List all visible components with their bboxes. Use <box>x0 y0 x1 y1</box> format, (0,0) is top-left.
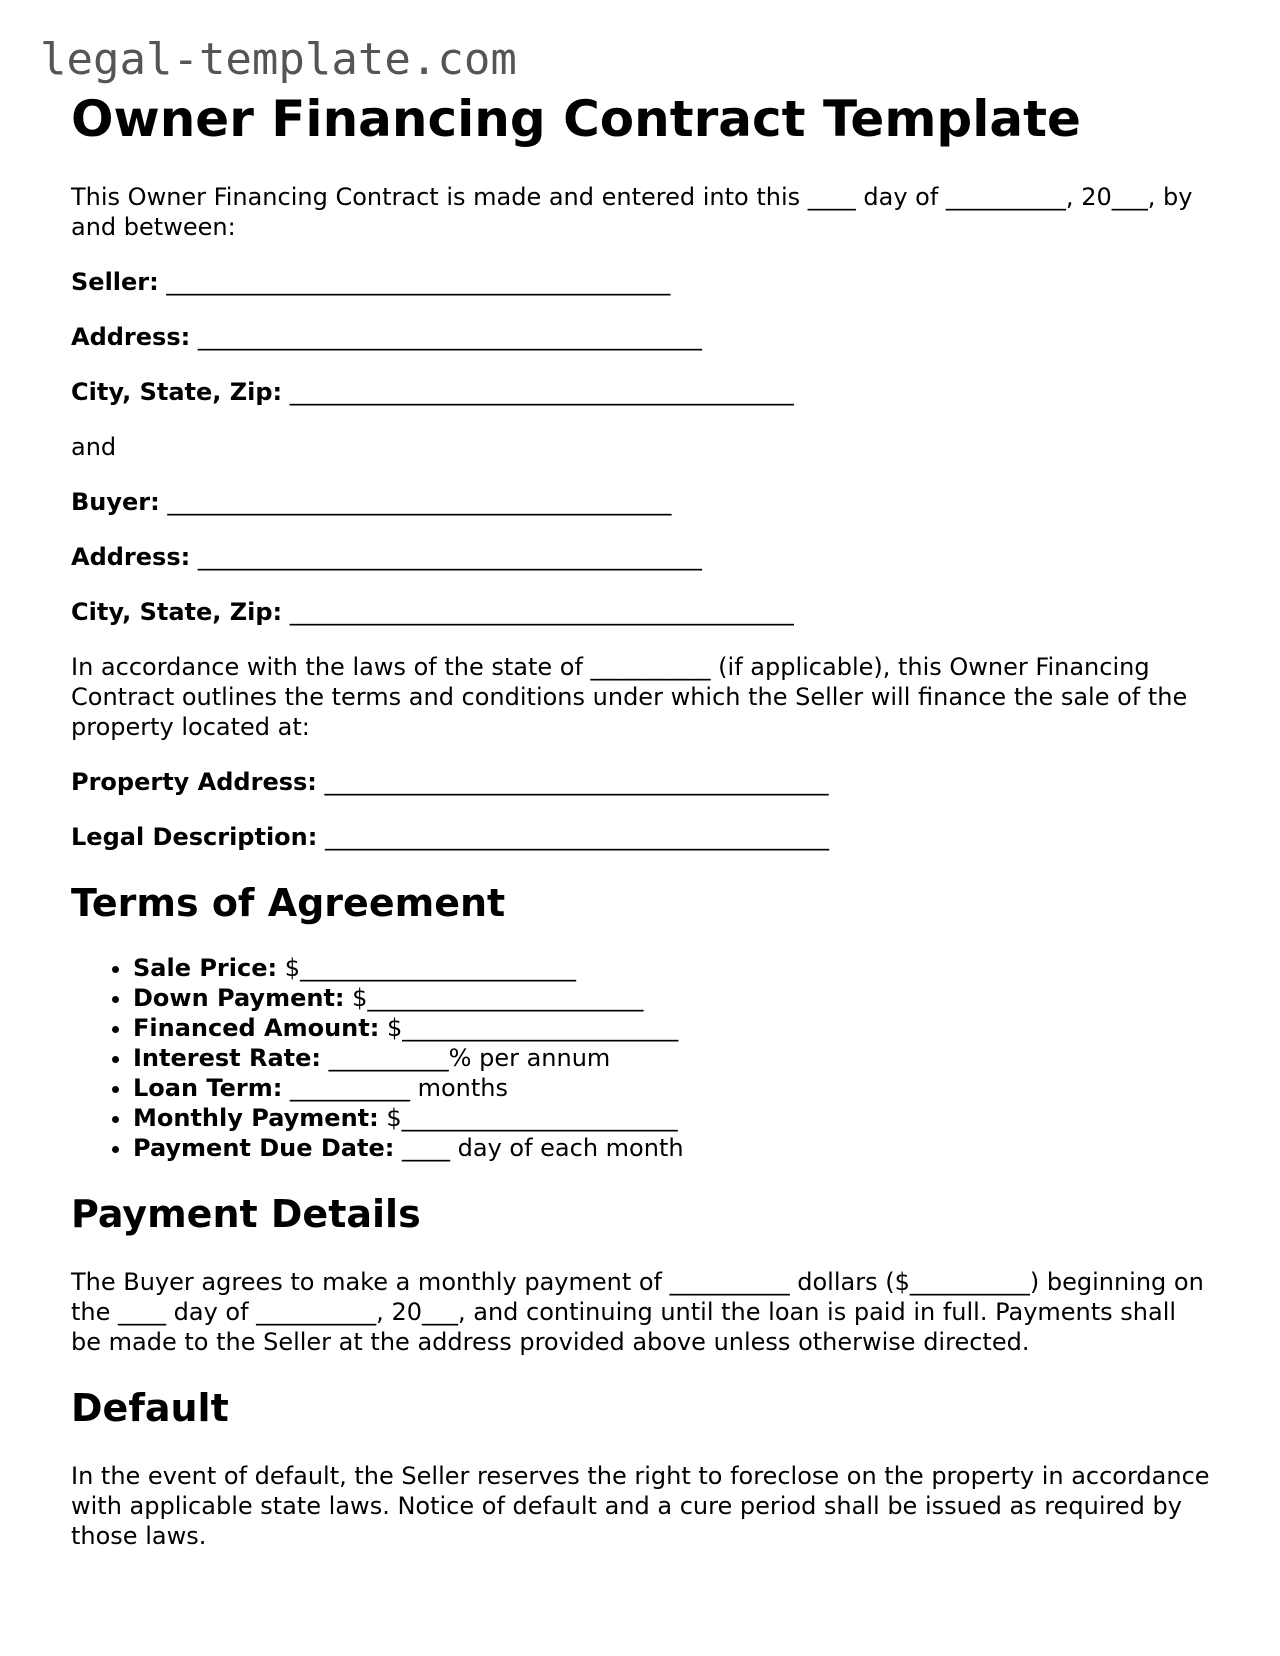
and-text: and <box>71 433 117 461</box>
term-value: $_______________________ <box>386 1014 679 1042</box>
term-value: $_______________________ <box>386 1104 678 1132</box>
property-address-field <box>71 767 1211 797</box>
document-title: Owner Financing Contract Template <box>71 90 1081 148</box>
document-body <box>71 88 1211 1551</box>
buyer-address-label: Address: <box>71 543 191 571</box>
legal-description-label: Legal Description: <box>71 823 318 851</box>
buyer-name-field <box>71 487 1211 517</box>
buyer-city-label: City, State, Zip: <box>71 598 283 626</box>
list-item <box>133 1133 1211 1163</box>
payment-paragraph: The Buyer agrees to make a monthly payment of __________ dollars ($__________) beginning on the ____ day of __________, 20___, and continuing until the loan is paid in full. Payments shall be made to the Seller at the address provided above unless otherwise directed. <box>71 1268 1204 1356</box>
buyer-city-blank: __________________________________________ <box>289 598 794 626</box>
term-label: Down Payment: <box>133 984 345 1012</box>
seller-address-field <box>71 322 1211 352</box>
list-item <box>133 1073 1211 1103</box>
seller-city-label: City, State, Zip: <box>71 378 283 406</box>
term-label: Interest Rate: <box>133 1044 322 1072</box>
buyer-address-field <box>71 542 1211 572</box>
term-label: Payment Due Date: <box>133 1134 395 1162</box>
buyer-city-field <box>71 597 1211 627</box>
default-heading: Default <box>71 1386 229 1430</box>
accordance-paragraph: In accordance with the laws of the state of __________ (if applicable), this Owner Financing Contract outlines the terms and conditions under which the Seller will finance the sale of the property located at: <box>71 653 1188 741</box>
seller-name-field <box>71 267 1211 297</box>
list-item <box>133 953 1211 983</box>
term-label: Sale Price: <box>133 954 278 982</box>
term-value: __________% per annum <box>328 1044 611 1072</box>
list-item <box>133 1043 1211 1073</box>
intro-paragraph: This Owner Financing Contract is made and entered into this ____ day of __________, 20___, by and between: <box>71 183 1193 241</box>
term-label: Monthly Payment: <box>133 1104 379 1132</box>
payment-heading: Payment Details <box>71 1192 421 1236</box>
term-label: Loan Term: <box>133 1074 283 1102</box>
seller-city-blank: __________________________________________ <box>289 378 794 406</box>
term-value: __________ months <box>289 1074 508 1102</box>
default-paragraph: In the event of default, the Seller reserves the right to foreclose on the property in accordance with applicable state laws. Notice of default and a cure period shall be issued as required by those laws. <box>71 1462 1210 1550</box>
list-item <box>133 1013 1211 1043</box>
term-label: Financed Amount: <box>133 1014 380 1042</box>
legal-description-field <box>71 822 1211 852</box>
buyer-name-label: Buyer: <box>71 488 160 516</box>
buyer-address-blank: __________________________________________ <box>197 543 702 571</box>
buyer-name-blank: __________________________________________ <box>167 488 672 516</box>
seller-address-label: Address: <box>71 323 191 351</box>
list-item <box>133 1103 1211 1133</box>
term-value: $_______________________ <box>284 954 577 982</box>
seller-address-blank: __________________________________________ <box>197 323 702 351</box>
term-value: ____ day of each month <box>402 1134 684 1162</box>
property-address-label: Property Address: <box>71 768 317 796</box>
seller-name-blank: __________________________________________ <box>166 268 671 296</box>
legal-description-blank: __________________________________________ <box>325 823 829 851</box>
seller-city-field <box>71 377 1211 407</box>
property-address-blank: __________________________________________ <box>324 768 829 796</box>
terms-list <box>71 953 1211 1163</box>
list-item <box>133 983 1211 1013</box>
term-value: $_______________________ <box>352 984 644 1012</box>
watermark-text: legal-template.com <box>40 34 517 85</box>
seller-name-label: Seller: <box>71 268 159 296</box>
terms-heading: Terms of Agreement <box>71 881 506 925</box>
